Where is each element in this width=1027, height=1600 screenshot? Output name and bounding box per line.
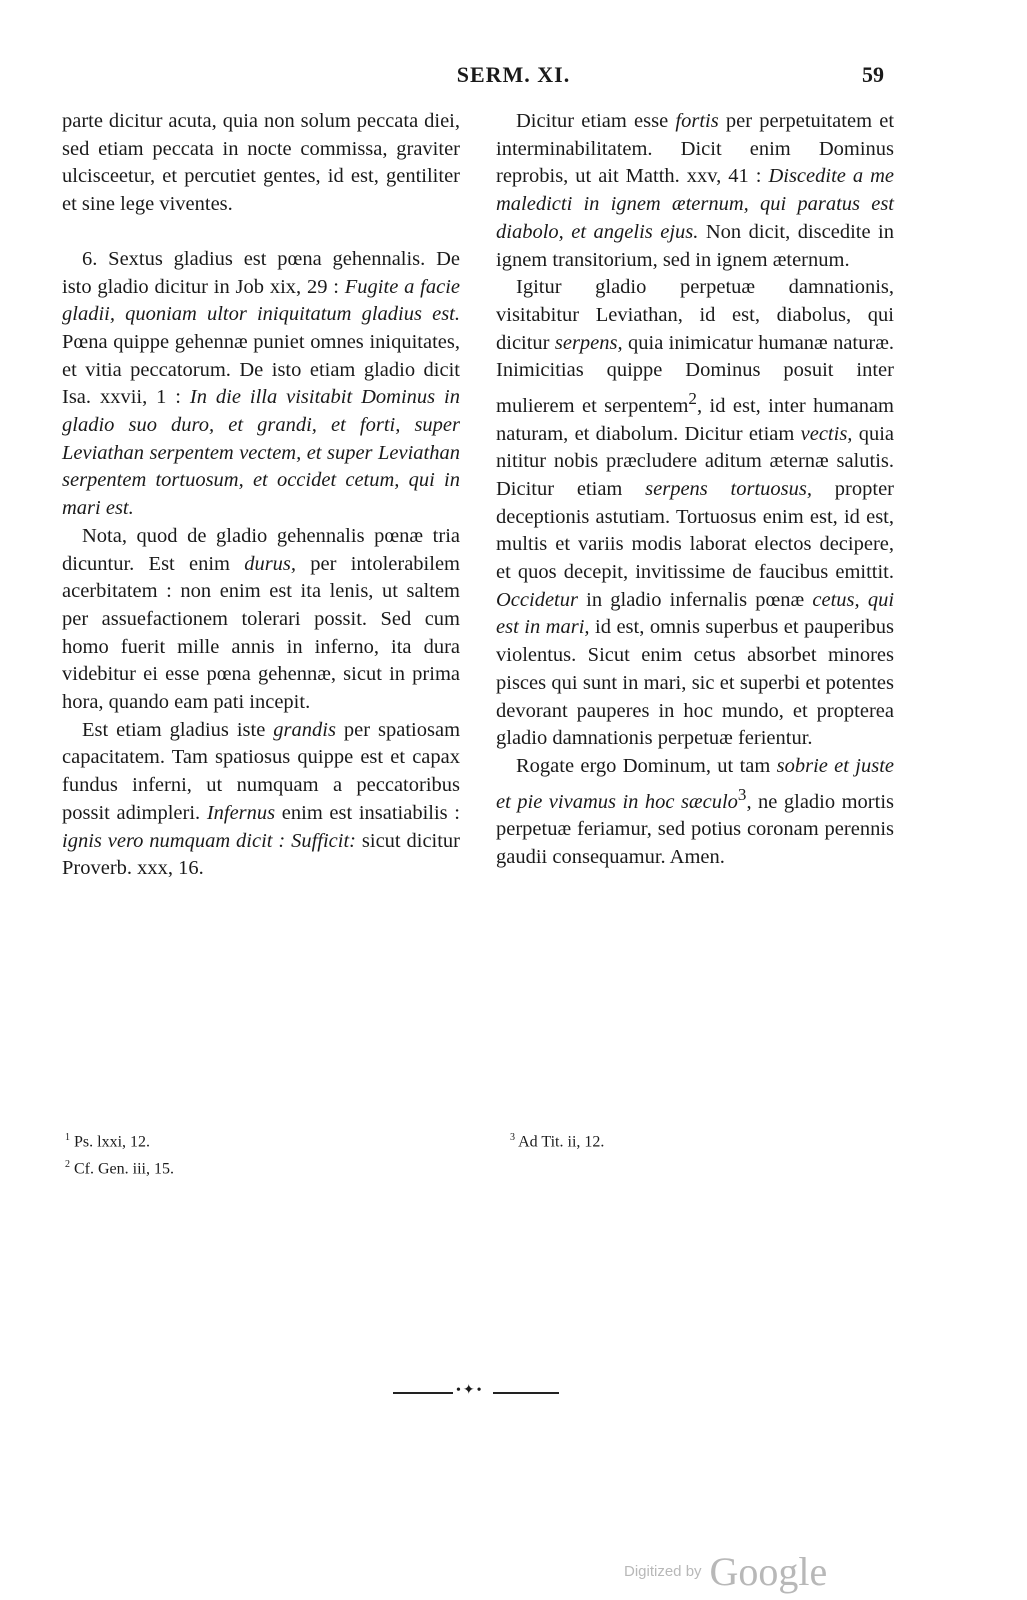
ornament-rule-left	[393, 1392, 453, 1394]
footnote: $^1$ Ps. lxxi, 12.	[65, 1132, 151, 1151]
scripture-quote: ignis vero numquam dicit : Sufficit:	[62, 829, 356, 852]
footnote-ref: 2	[688, 389, 697, 409]
footnote-ref: 3	[737, 784, 747, 804]
paragraph: Igitur gladio perpetuæ damnationis, visitabitur Leviathan, id est, diabolus, qui dicitur serpens, quia inimicatur humanæ naturæ. Inimicitias quippe Dominus posuit inter mulierem et serpentem$^2$, id est, inter humanam naturam, et diabolum. Dicitur etiam vectis, quia nititur nobis præcludere aditum æternæ salutis. Dicitur etiam serpens tortuosus, propter deceptionis astutiam. Tortuosus enim est, id est, multis et variis modis laborat electos decipere, et quos decepit, invitissime de faucibus emittit. Occidetur in gladio infernalis pœnæ cetus, qui est in mari, id est, omnis superbus et pauperibus violentus. Sicut enim cetus absorbet minores pisces qui sunt in mari, sic et superbi et potentes devorant pauperes in hoc mundo, et propterea gladio damnationis perpetuæ ferientur.	[496, 276, 895, 750]
paragraph: Dicitur etiam esse fortis per perpetuitatem et interminabilitatem. Dicit enim Dominus reprobis, ut ait Matth. xxv, 41 : Discedite a me maledicti in ignem æternum, qui paratus est diabolo, et angelis ejus. Non dicit, discedite in ignem transitorium, sed in ignem æternum.	[496, 110, 895, 271]
paragraph: parte dicitur acuta, quia non solum peccata diei, sed etiam peccata in nocte commissa, graviter ulcisceetur, et percutiet gentes, id est, gentiliter et sine lege viventes.	[62, 110, 460, 216]
scripture-quote: sobrie et juste et pie vivamus in hoc sæculo	[496, 755, 895, 813]
left-column	[62, 108, 460, 883]
ornament-glyphs: •✦•	[456, 1383, 484, 1398]
scripture-quote: In die illa visitabit Dominus in gladio suo duro, et grandi, et forti, super Leviathan serpentem vectem, et super Leviathan serpentem tortuosum, et occidet cetum, qui in mari est.	[62, 386, 460, 520]
footnotes-right	[510, 1126, 604, 1153]
scripture-quote: Infernus	[206, 801, 276, 824]
right-column	[496, 108, 894, 872]
end-ornament	[393, 1383, 559, 1398]
scripture-quote: Fugite a facie gladii, quoniam ultor iniquitatum gladius est.	[62, 275, 460, 326]
running-title: SERM. XI.	[456, 62, 571, 87]
footnotes-left	[65, 1126, 174, 1181]
scripture-quote: Discedite a me maledicti in ignem æternum, qui paratus est diabolo, et angelis ejus.	[496, 165, 894, 243]
paragraph: Rogate ergo Dominum, ut tam sobrie et juste et pie vivamus in hoc sæculo$^3$, ne gladio mortis perpetuæ feriamur, sed potius coronam perennis gaudii consequamur. Amen.	[496, 755, 895, 868]
paragraph: Est etiam gladius iste grandis per spatiosam capacitatem. Tam spatiosus quippe est et capax fundus inferni, ut numquam a peccatoribus possit adimpleri. Infernus enim est insatiabilis : ignis vero numquam dicit : Sufficit: sicut dicitur Proverb. xxx, 16.	[62, 718, 461, 880]
page-number: 59	[862, 62, 884, 87]
paragraph: 6. Sextus gladius est pœna gehennalis. De isto gladio dicitur in Job xix, 29 : Fugite a facie gladii, quoniam ultor iniquitatum gladius est. Pœna quippe gehennæ puniet omnes iniquitates, et vitia peccatorum. De isto etiam gladio dicit Isa. xxvii, 1 : In die illa visitabit Dominus in gladio suo duro, et grandi, et forti, super Leviathan serpentem vectem, et super Leviathan serpentem tortuosum, et occidet cetum, qui in mari est.	[62, 247, 460, 520]
running-header	[0, 62, 1027, 98]
footnote: $^2$ Cf. Gen. iii, 15.	[65, 1159, 174, 1178]
google-logo: Google	[709, 1549, 828, 1594]
footnote: $^3$ Ad Tit. ii, 12.	[510, 1132, 605, 1151]
ornament-rule-right	[493, 1392, 559, 1394]
watermark-prefix: Digitized by	[624, 1563, 702, 1580]
paragraph: Nota, quod de gladio gehennalis pœnæ tria dicuntur. Est enim durus, per intolerabilem acerbitatem : non enim est ita lenis, ut saltem per assuefactionem tolerari possit. Sed cum homo fuerit mille annis in inferno, ita dura videbitur ei esse pœna gehennæ, sicut in prima hora, quando eam pati incepit.	[62, 524, 460, 714]
digitized-watermark	[624, 1548, 827, 1595]
